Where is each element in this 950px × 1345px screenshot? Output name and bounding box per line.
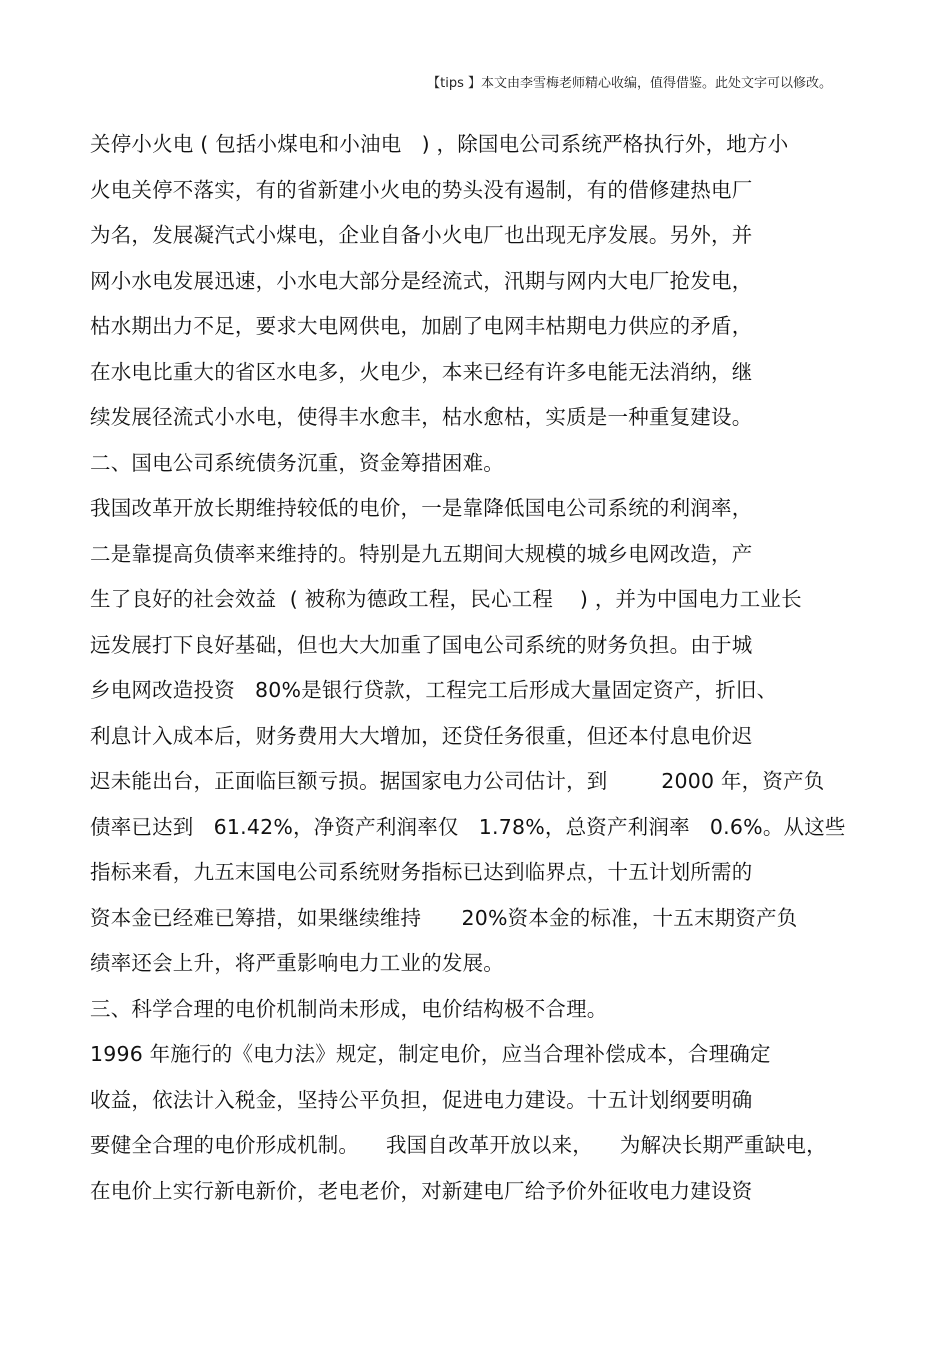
text-line: 网小水电发展迅速，小水电大部分是经流式，汛期与网内大电厂抢发电，	[90, 268, 753, 293]
document-body	[90, 126, 870, 1218]
text-line: 续发展径流式小水电，使得丰水愈丰，枯水愈枯，实质是一种重复建设。	[90, 405, 753, 429]
text-line: 1996 年施行的《电力法》规定，制定电价，应当合理补偿成本，合理确定	[90, 1042, 771, 1066]
text-line: 关停小火电 ( 包括小煤电和小油电 ) ，除国电公司系统严格执行外，地方小	[90, 132, 789, 156]
text-line: 迟未能出台，正面临巨额亏损。据国家电力公司估计，到 2000 年，资产负	[90, 769, 825, 793]
text-line: 二是靠提高负债率来维持的。特别是九五期间大规模的城乡电网改造，产	[90, 541, 753, 566]
text-line: 生了良好的社会效益 ( 被称为德政工程，民心工程 ) ，并为中国电力工业长	[90, 587, 802, 611]
text-line: 资本金已经难已筹措，如果继续维持 20%资本金的标准，十五末期资产负	[90, 905, 798, 930]
text-line: 乡电网改造投资 80%是银行贷款，工程完工后形成大量固定资产，折旧、	[90, 678, 778, 702]
section-heading-2: 二、国电公司系统债务沉重，资金筹措困难。	[90, 450, 504, 475]
text-line: 收益，依法计入税金，坚持公平负担，促进电力建设。十五计划纲要明确	[90, 1087, 753, 1112]
header-tips-note: 【tips 】本文由李雪梅老师精心收编，值得借鉴。此处文字可以修改。	[427, 76, 832, 91]
section-heading-3: 三、科学合理的电价机制尚未形成，电价结构极不合理。	[90, 996, 608, 1021]
text-line: 为名，发展凝汽式小煤电，企业自备小火电厂也出现无序发展。另外，并	[90, 223, 753, 247]
text-line: 在水电比重大的省区水电多，火电少，本来已经有许多电能无法消纳，继	[90, 359, 753, 384]
text-line: 枯水期出力不足，要求大电网供电，加剧了电网丰枯期电力供应的矛盾，	[90, 314, 753, 338]
text-line: 在电价上实行新电新价，老电老价，对新建电厂给予价外征收电力建设资	[90, 1178, 753, 1203]
text-line: 远发展打下良好基础，但也大大加重了国电公司系统的财务负担。由于城	[90, 632, 753, 657]
text-line: 火电关停不落实，有的省新建小火电的势头没有遏制，有的借修建热电厂	[90, 177, 753, 202]
text-line: 债率已达到 61.42%，净资产利润率仅 1.78%，总资产利润率 0.6%。从这些	[90, 814, 846, 839]
text-line: 利息计入成本后，财务费用大大增加，还贷任务很重，但还本付息电价迟	[90, 723, 753, 748]
text-line: 要健全合理的电价形成机制。 我国自改革开放以来， 为解决长期严重缺电，	[90, 1133, 827, 1157]
text-line: 绩率还会上升，将严重影响电力工业的发展。	[90, 951, 504, 975]
text-line: 我国改革开放长期维持较低的电价，一是靠降低国电公司系统的利润率，	[90, 496, 753, 520]
text-line: 指标来看，九五末国电公司系统财务指标已达到临界点，十五计划所需的	[90, 860, 753, 884]
